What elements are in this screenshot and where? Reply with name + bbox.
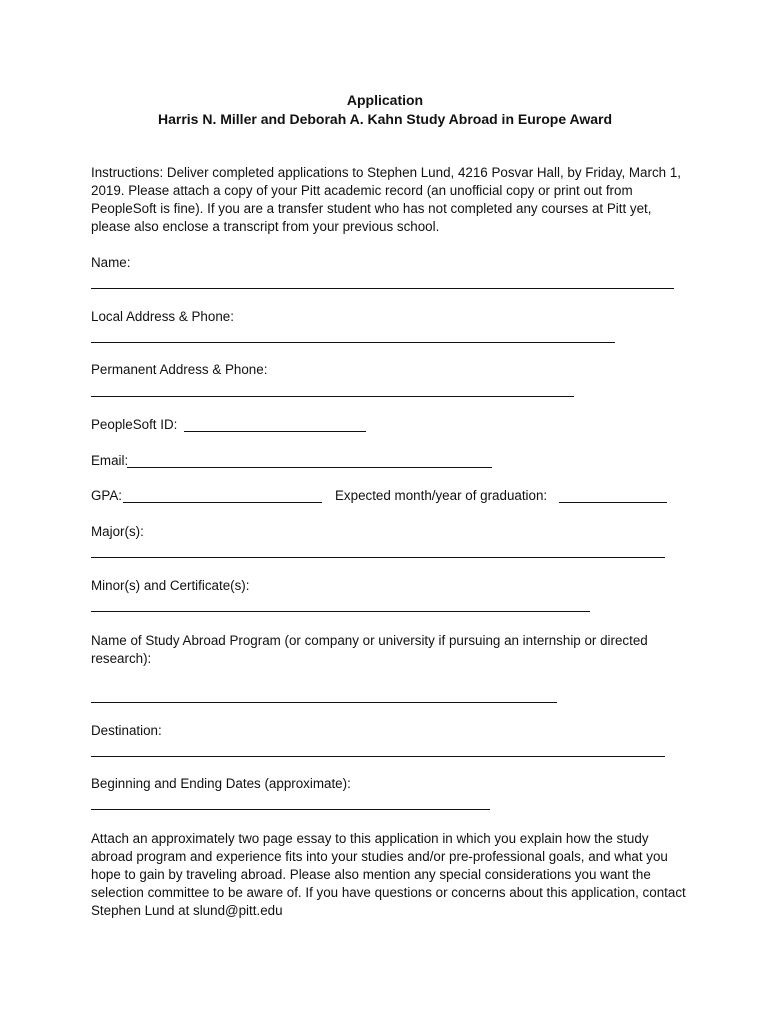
local-address-field-line[interactable] — [91, 342, 615, 343]
email-label: Email: — [91, 453, 129, 468]
minors-label: Minor(s) and Certificate(s): — [91, 578, 250, 593]
graduation-label: Expected month/year of graduation: — [335, 488, 548, 503]
majors-label: Major(s): — [91, 524, 144, 539]
graduation-field-line[interactable] — [559, 502, 667, 503]
name-label: Name: — [91, 255, 131, 270]
dates-label: Beginning and Ending Dates (approximate): — [91, 776, 351, 791]
gpa-field-line[interactable] — [123, 502, 322, 503]
peoplesoft-id-label: PeopleSoft ID: — [91, 417, 178, 432]
minors-field-line[interactable] — [91, 611, 590, 612]
permanent-address-field-line[interactable] — [91, 396, 574, 397]
essay-instructions-paragraph: Attach an approximately two page essay to this application in which you explain how the study abroad program and experience fits into your studies and/or pre-professional goals, and what you hope to gain by traveling abroad. Please also mention any special considerations you want the selection committee to be aware of. If you have questions or concerns about this application, contact Stephen Lund at slund@pitt.edu — [91, 831, 686, 918]
peoplesoft-id-field-line[interactable] — [184, 431, 366, 432]
destination-field-line[interactable] — [91, 756, 665, 757]
email-field-line[interactable] — [127, 467, 492, 468]
instructions-paragraph: Instructions: Deliver completed applications to Stephen Lund, 4216 Posvar Hall, by Friday, March 1, 2019. Please attach a copy of your Pitt academic record (an unofficial copy or print out from PeopleSoft is fine). If you are a transfer student who has not completed any courses at Pitt yet, please also enclose a transcript from your previous school. — [91, 165, 681, 234]
permanent-address-label: Permanent Address & Phone: — [91, 362, 268, 377]
local-address-label: Local Address & Phone: — [91, 309, 234, 324]
gpa-label: GPA: — [91, 488, 123, 503]
program-label: Name of Study Abroad Program (or company or university if pursuing an internship or directed research): — [91, 633, 648, 666]
form-subtitle: Harris N. Miller and Deborah A. Kahn Study Abroad in Europe Award — [157, 111, 613, 127]
majors-field-line[interactable] — [91, 557, 665, 558]
destination-label: Destination: — [91, 723, 162, 738]
program-field-line[interactable] — [91, 702, 557, 703]
dates-field-line[interactable] — [91, 809, 490, 810]
name-field-line[interactable] — [91, 288, 674, 289]
form-title: Application — [346, 92, 424, 108]
